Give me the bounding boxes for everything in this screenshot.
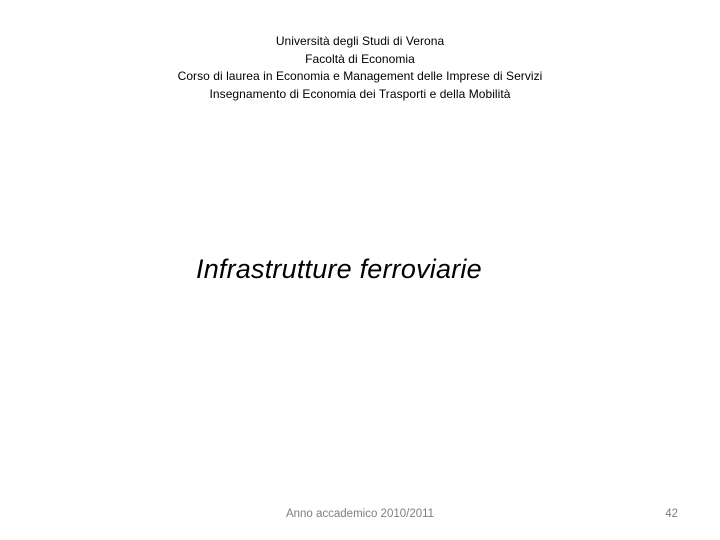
faculty-name: Facoltà di Economia [305,51,415,66]
slide-header [0,33,720,103]
university-name: Università degli Studi di Verona [275,34,445,48]
page-number: 42 [665,508,678,520]
footer-academic-year: Anno accademico 2010/2011 [285,508,435,520]
degree-course: Corso di laurea in Economia e Management delle Imprese di Servizi [177,69,543,83]
course-subject: Insegnamento di Economia dei Trasporti e della Mobilità [209,86,511,101]
slide-title: Infrastrutture ferroviarie [196,254,482,284]
